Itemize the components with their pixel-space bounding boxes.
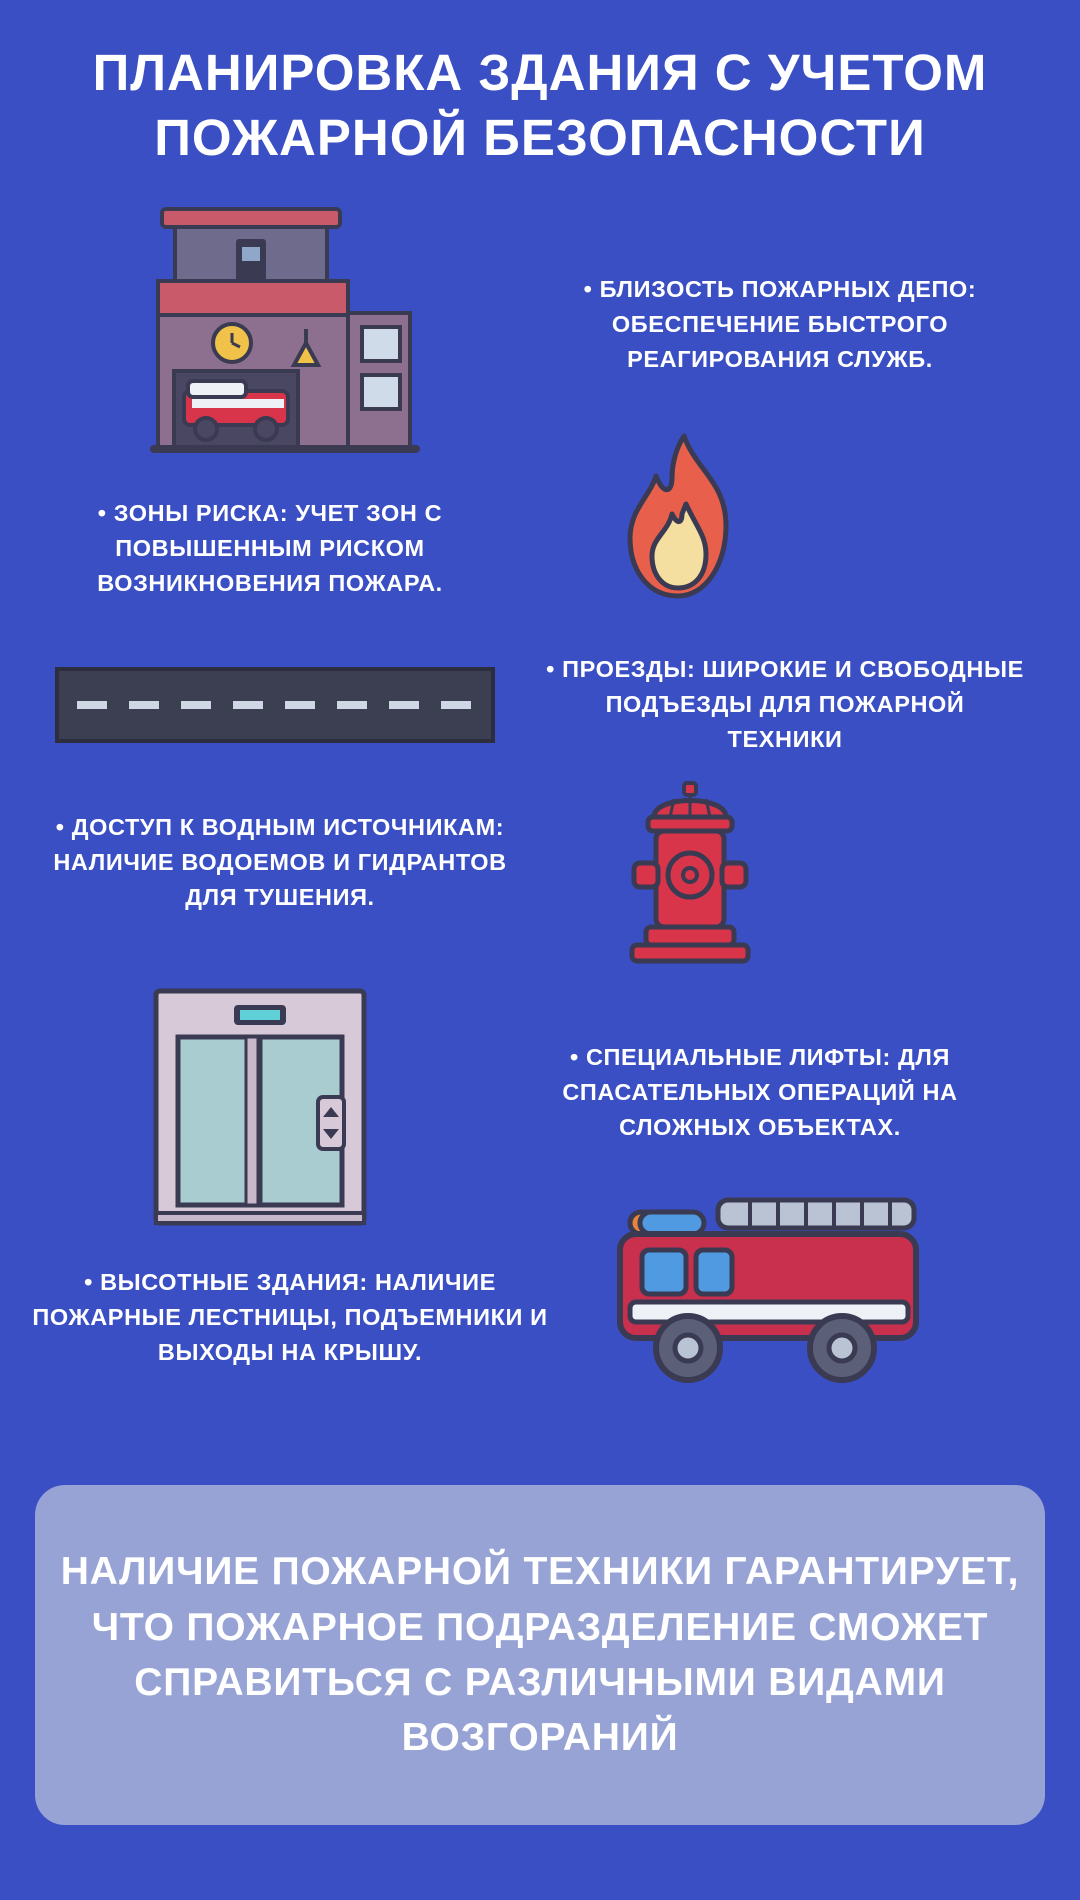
elevator-icon <box>150 985 370 1235</box>
flame-icon <box>610 430 750 610</box>
item-text-depot: • БЛИЗОСТЬ ПОЖАРНЫХ ДЕПО: ОБЕСПЕЧЕНИЕ БЫСТРОГО РЕАГИРОВАНИЯ СЛУЖБ. <box>583 276 977 372</box>
summary-text: НАЛИЧИЕ ПОЖАРНОЙ ТЕХНИКИ ГАРАНТИРУЕТ, ЧТО ПОЖАРНОЕ ПОДРАЗДЕЛЕНИЕ СМОЖЕТ СПРАВИТЬСЯ С РАЗЛИЧНЫМИ ВИДАМИ ВОЗГОРАНИЙ <box>60 1550 1020 1760</box>
fire-station-icon <box>140 195 430 470</box>
road-icon <box>55 665 495 750</box>
item-text-lifts: • СПЕЦИАЛЬНЫЕ ЛИФТЫ: ДЛЯ СПАСАТЕЛЬНЫХ ОПЕРАЦИЙ НА СЛОЖНЫХ ОБЪЕКТАХ. <box>562 1044 958 1140</box>
fire-truck-icon <box>610 1190 940 1425</box>
page-title: ПЛАНИРОВКА ЗДАНИЯ С УЧЕТОМ ПОЖАРНОЙ БЕЗОПАСНОСТИ <box>92 44 988 167</box>
item-text-driveways: • ПРОЕЗДЫ: ШИРОКИЕ И СВОБОДНЫЕ ПОДЪЕЗДЫ ДЛЯ ПОЖАРНОЙ ТЕХНИКИ <box>546 656 1024 752</box>
item-text-water: • ДОСТУП К ВОДНЫМ ИСТОЧНИКАМ: НАЛИЧИЕ ВОДОЕМОВ И ГИДРАНТОВ ДЛЯ ТУШЕНИЯ. <box>53 814 507 910</box>
item-text-risk: • ЗОНЫ РИСКА: УЧЕТ ЗОН С ПОВЫШЕННЫМ РИСКОМ ВОЗНИКНОВЕНИЯ ПОЖАРА. <box>97 500 443 596</box>
fire-hydrant-icon <box>600 775 780 980</box>
item-text-high-rise: • ВЫСОТНЫЕ ЗДАНИЯ: НАЛИЧИЕ ПОЖАРНЫЕ ЛЕСТНИЦЫ, ПОДЪЕМНИКИ И ВЫХОДЫ НА КРЫШУ. <box>32 1269 548 1365</box>
summary-callout <box>35 1485 1045 1825</box>
